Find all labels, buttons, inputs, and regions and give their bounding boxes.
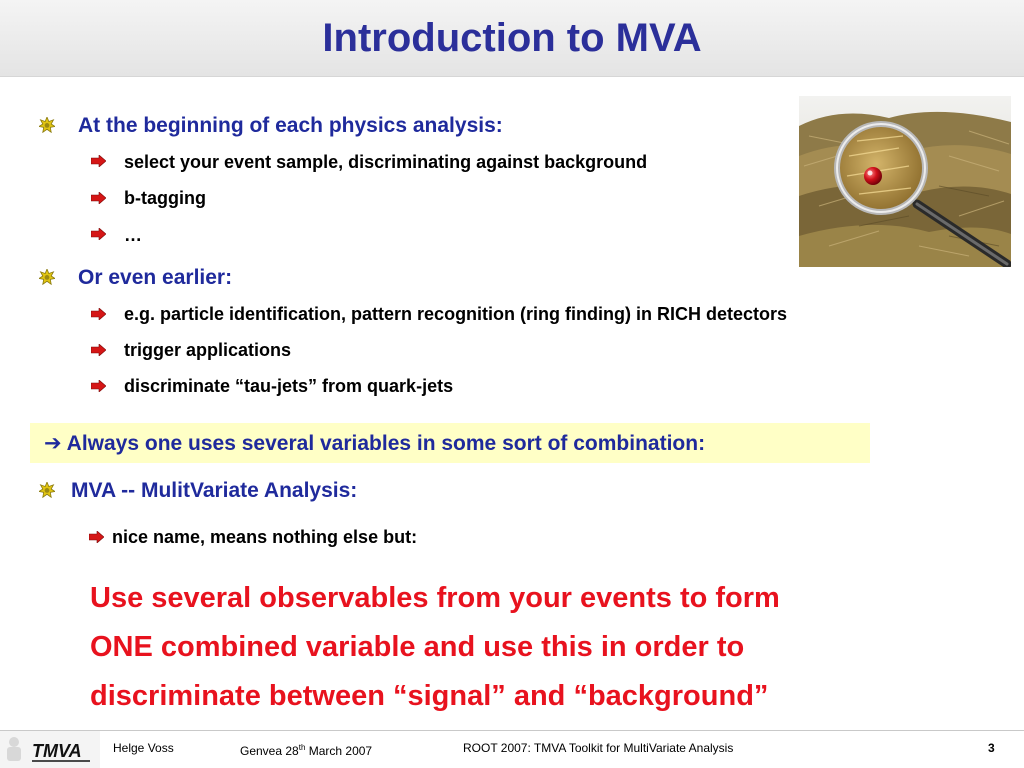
yellow-star-icon: [39, 117, 55, 133]
footer-author: Helge Voss: [113, 741, 174, 755]
yellow-star-icon: [39, 482, 55, 498]
footer-date: March 2007: [305, 744, 373, 758]
logo-text: TMVA: [32, 741, 82, 761]
section3-heading: MVA -- MulitVariate Analysis:: [71, 479, 358, 502]
footer-conference: ROOT 2007: TMVA Toolkit for MultiVariate Analysis: [463, 741, 734, 755]
magnifying-glass-haystack-photo: [799, 96, 1011, 267]
section1-item: b-tagging: [124, 188, 206, 208]
yellow-star-icon: [39, 269, 55, 285]
footer-venue-date: [240, 741, 372, 758]
footer-venue: Genvea 28: [240, 744, 299, 758]
red-arrow-icon: [91, 344, 106, 356]
section2-item: trigger applications: [124, 340, 292, 360]
arrow-right-icon: ➔: [44, 432, 62, 455]
emphasis-line: Use several observables from your events to form: [90, 582, 780, 614]
section2-item: discriminate “tau-jets” from quark-jets: [124, 376, 454, 396]
highlight-statement: [44, 431, 705, 457]
footer-divider: [0, 730, 1024, 731]
footer-date-sup: th: [298, 743, 306, 752]
red-arrow-icon: [91, 192, 106, 204]
slide-title: Introduction to MVA: [322, 16, 702, 60]
emphasis-text: [90, 574, 970, 721]
section1-item: …: [124, 225, 142, 245]
red-arrow-icon: [91, 308, 106, 320]
emphasis-line: ONE combined variable and use this in order to: [90, 631, 745, 663]
section1-heading: At the beginning of each physics analysis:: [78, 114, 503, 137]
section2-item: e.g. particle identification, pattern recognition (ring finding) in RICH detectors: [124, 304, 788, 324]
red-arrow-icon: [91, 228, 106, 240]
section2-heading: Or even earlier:: [78, 266, 233, 289]
highlight-text: Always one uses several variables in some sort of combination:: [66, 432, 706, 455]
section1-item: select your event sample, discriminating against background: [124, 152, 648, 172]
tmva-logo: [0, 731, 100, 768]
red-arrow-icon: [91, 380, 106, 392]
emphasis-line: discriminate between “signal” and “background”: [90, 680, 769, 712]
red-arrow-icon: [89, 531, 104, 543]
section3-item: nice name, means nothing else but:: [112, 527, 418, 547]
red-arrow-icon: [91, 155, 106, 167]
page-number: 3: [988, 741, 995, 755]
